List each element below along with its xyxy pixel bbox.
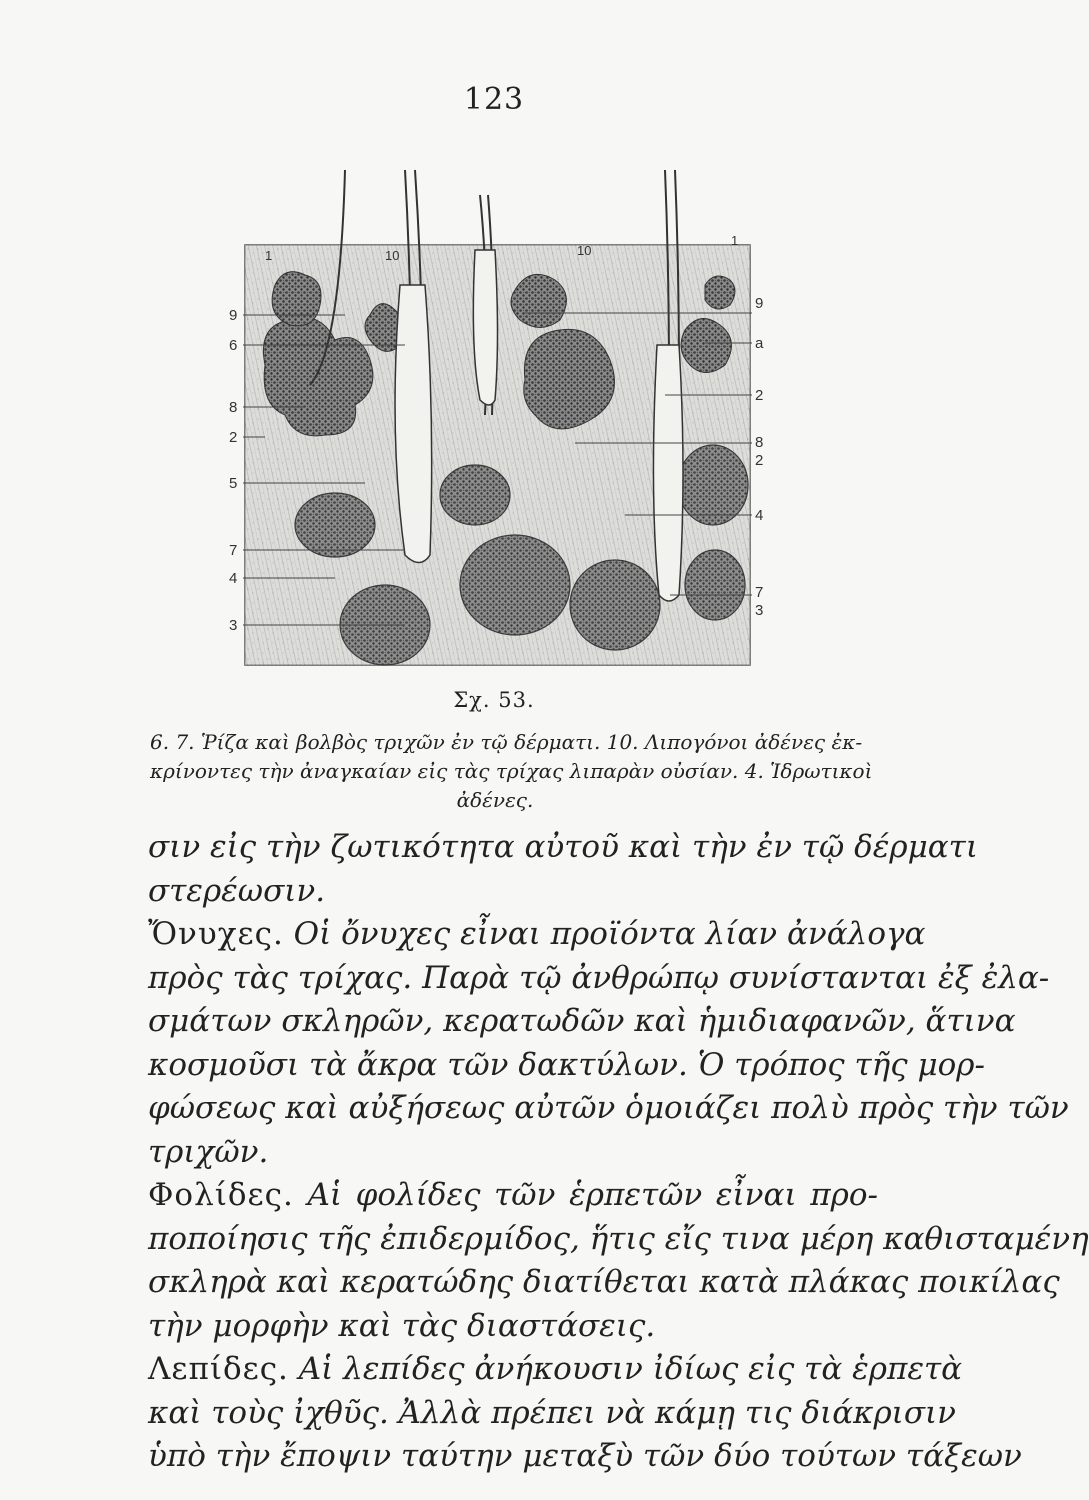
callout-label: a <box>755 335 764 352</box>
callout-label: 8 <box>755 434 764 451</box>
callout-label: 2 <box>755 387 764 404</box>
text-line <box>148 1174 878 1218</box>
section-heading: Ὄνυχες. <box>148 916 284 952</box>
text-line: τριχῶν. <box>148 1133 269 1170</box>
callout-label: 9 <box>229 307 238 324</box>
callout-label: 9 <box>755 295 764 312</box>
caption-line: ἀδένες. <box>456 788 534 812</box>
callout-label: 10 <box>577 243 592 258</box>
section-heading: Φολίδες. <box>148 1177 294 1213</box>
skin-hair-illustration <box>225 165 770 675</box>
callout-label: 6 <box>229 337 238 354</box>
text-line <box>148 913 926 957</box>
figure-caption <box>150 728 873 815</box>
callout-label: 1 <box>265 248 273 263</box>
figure-labels-left <box>229 307 237 634</box>
text-line: ὑπὸ τὴν ἔποψιν ταύτην μεταξὺ τῶν δύο τούτων τάξεων <box>148 1438 1022 1474</box>
text-line <box>148 1348 963 1392</box>
callout-label: 4 <box>229 570 238 587</box>
body-text <box>148 826 1089 1479</box>
callout-label: 4 <box>755 507 764 524</box>
page-number: 123 <box>463 82 525 117</box>
callout-label: 8 <box>229 399 238 416</box>
callout-label: 10 <box>385 248 400 263</box>
text-line: ποποίησις τῆς ἐπιδερμίδος, ἥτις εἴς τινα μέρη καθισταμένη <box>148 1220 1089 1257</box>
section-heading: Λεπίδες. <box>148 1351 289 1387</box>
text-line: πρὸς τὰς τρίχας. Παρὰ τῷ ἀνθρώπῳ συνίστανται ἐξ ἐλα- <box>148 959 1050 996</box>
text-line: σιν εἰς τὴν ζωτικότητα αὐτοῦ καὶ τὴν ἐν τῷ δέρματι <box>148 829 978 865</box>
text-line: κοσμοῦσι τὰ ἄκρα τῶν δακτύλων. Ὁ τρόπος τῆς μορ- <box>148 1046 985 1083</box>
text-line: τὴν μορφὴν καὶ τὰς διαστάσεις. <box>148 1307 656 1344</box>
figure-labels-right <box>755 295 764 619</box>
text-line: καὶ τοὺς ἰχθῦς. Ἀλλὰ πρέπει νὰ κάμῃ τις διάκρισιν <box>148 1394 956 1431</box>
callout-label: 7 <box>229 542 238 559</box>
text-line: σμάτων σκληρῶν, κερατωδῶν καὶ ἡμιδιαφανῶν, ἅτινα <box>148 1003 1016 1039</box>
text-line: στερέωσιν. <box>148 872 326 909</box>
callout-label: 3 <box>229 617 238 634</box>
caption-line: κρίνοντες τὴν ἀναγκαίαν εἰς τὰς τρίχας λιπαρὰν οὐσίαν. 4. Ἱδρωτικοὶ <box>150 759 873 783</box>
callout-label: 2 <box>229 429 238 446</box>
callout-label: 5 <box>229 475 238 492</box>
text-span: Αἱ λεπίδες ἀνήκουσιν ἰδίως εἰς τὰ ἑρπετὰ <box>298 1351 963 1387</box>
callout-label: 2 <box>755 452 764 469</box>
text-span: Οἱ ὄνυχες εἶναι προϊόντα λίαν ἀνάλογα <box>293 916 926 952</box>
text-line: σκληρὰ καὶ κερατώδης διατίθεται κατὰ πλάκας ποικίλας <box>148 1264 1060 1300</box>
figure-number: Σχ. 53. <box>453 688 535 712</box>
text-span: Αἱ φολίδες τῶν ἑρπετῶν εἶναι προ- <box>307 1177 878 1213</box>
text-line: φώσεως καὶ αὐξήσεως αὐτῶν ὁμοιάζει πολὺ πρὸς τὴν τῶν <box>148 1090 1069 1126</box>
caption-line: 6. 7. Ῥίζα καὶ βολβὸς τριχῶν ἐν τῷ δέρματι. 10. Λιπογόνοι ἀδένες ἐκ- <box>150 730 863 754</box>
callout-label: 1 <box>731 233 739 248</box>
callout-label: 7 <box>755 584 764 601</box>
callout-label: 3 <box>755 602 764 619</box>
